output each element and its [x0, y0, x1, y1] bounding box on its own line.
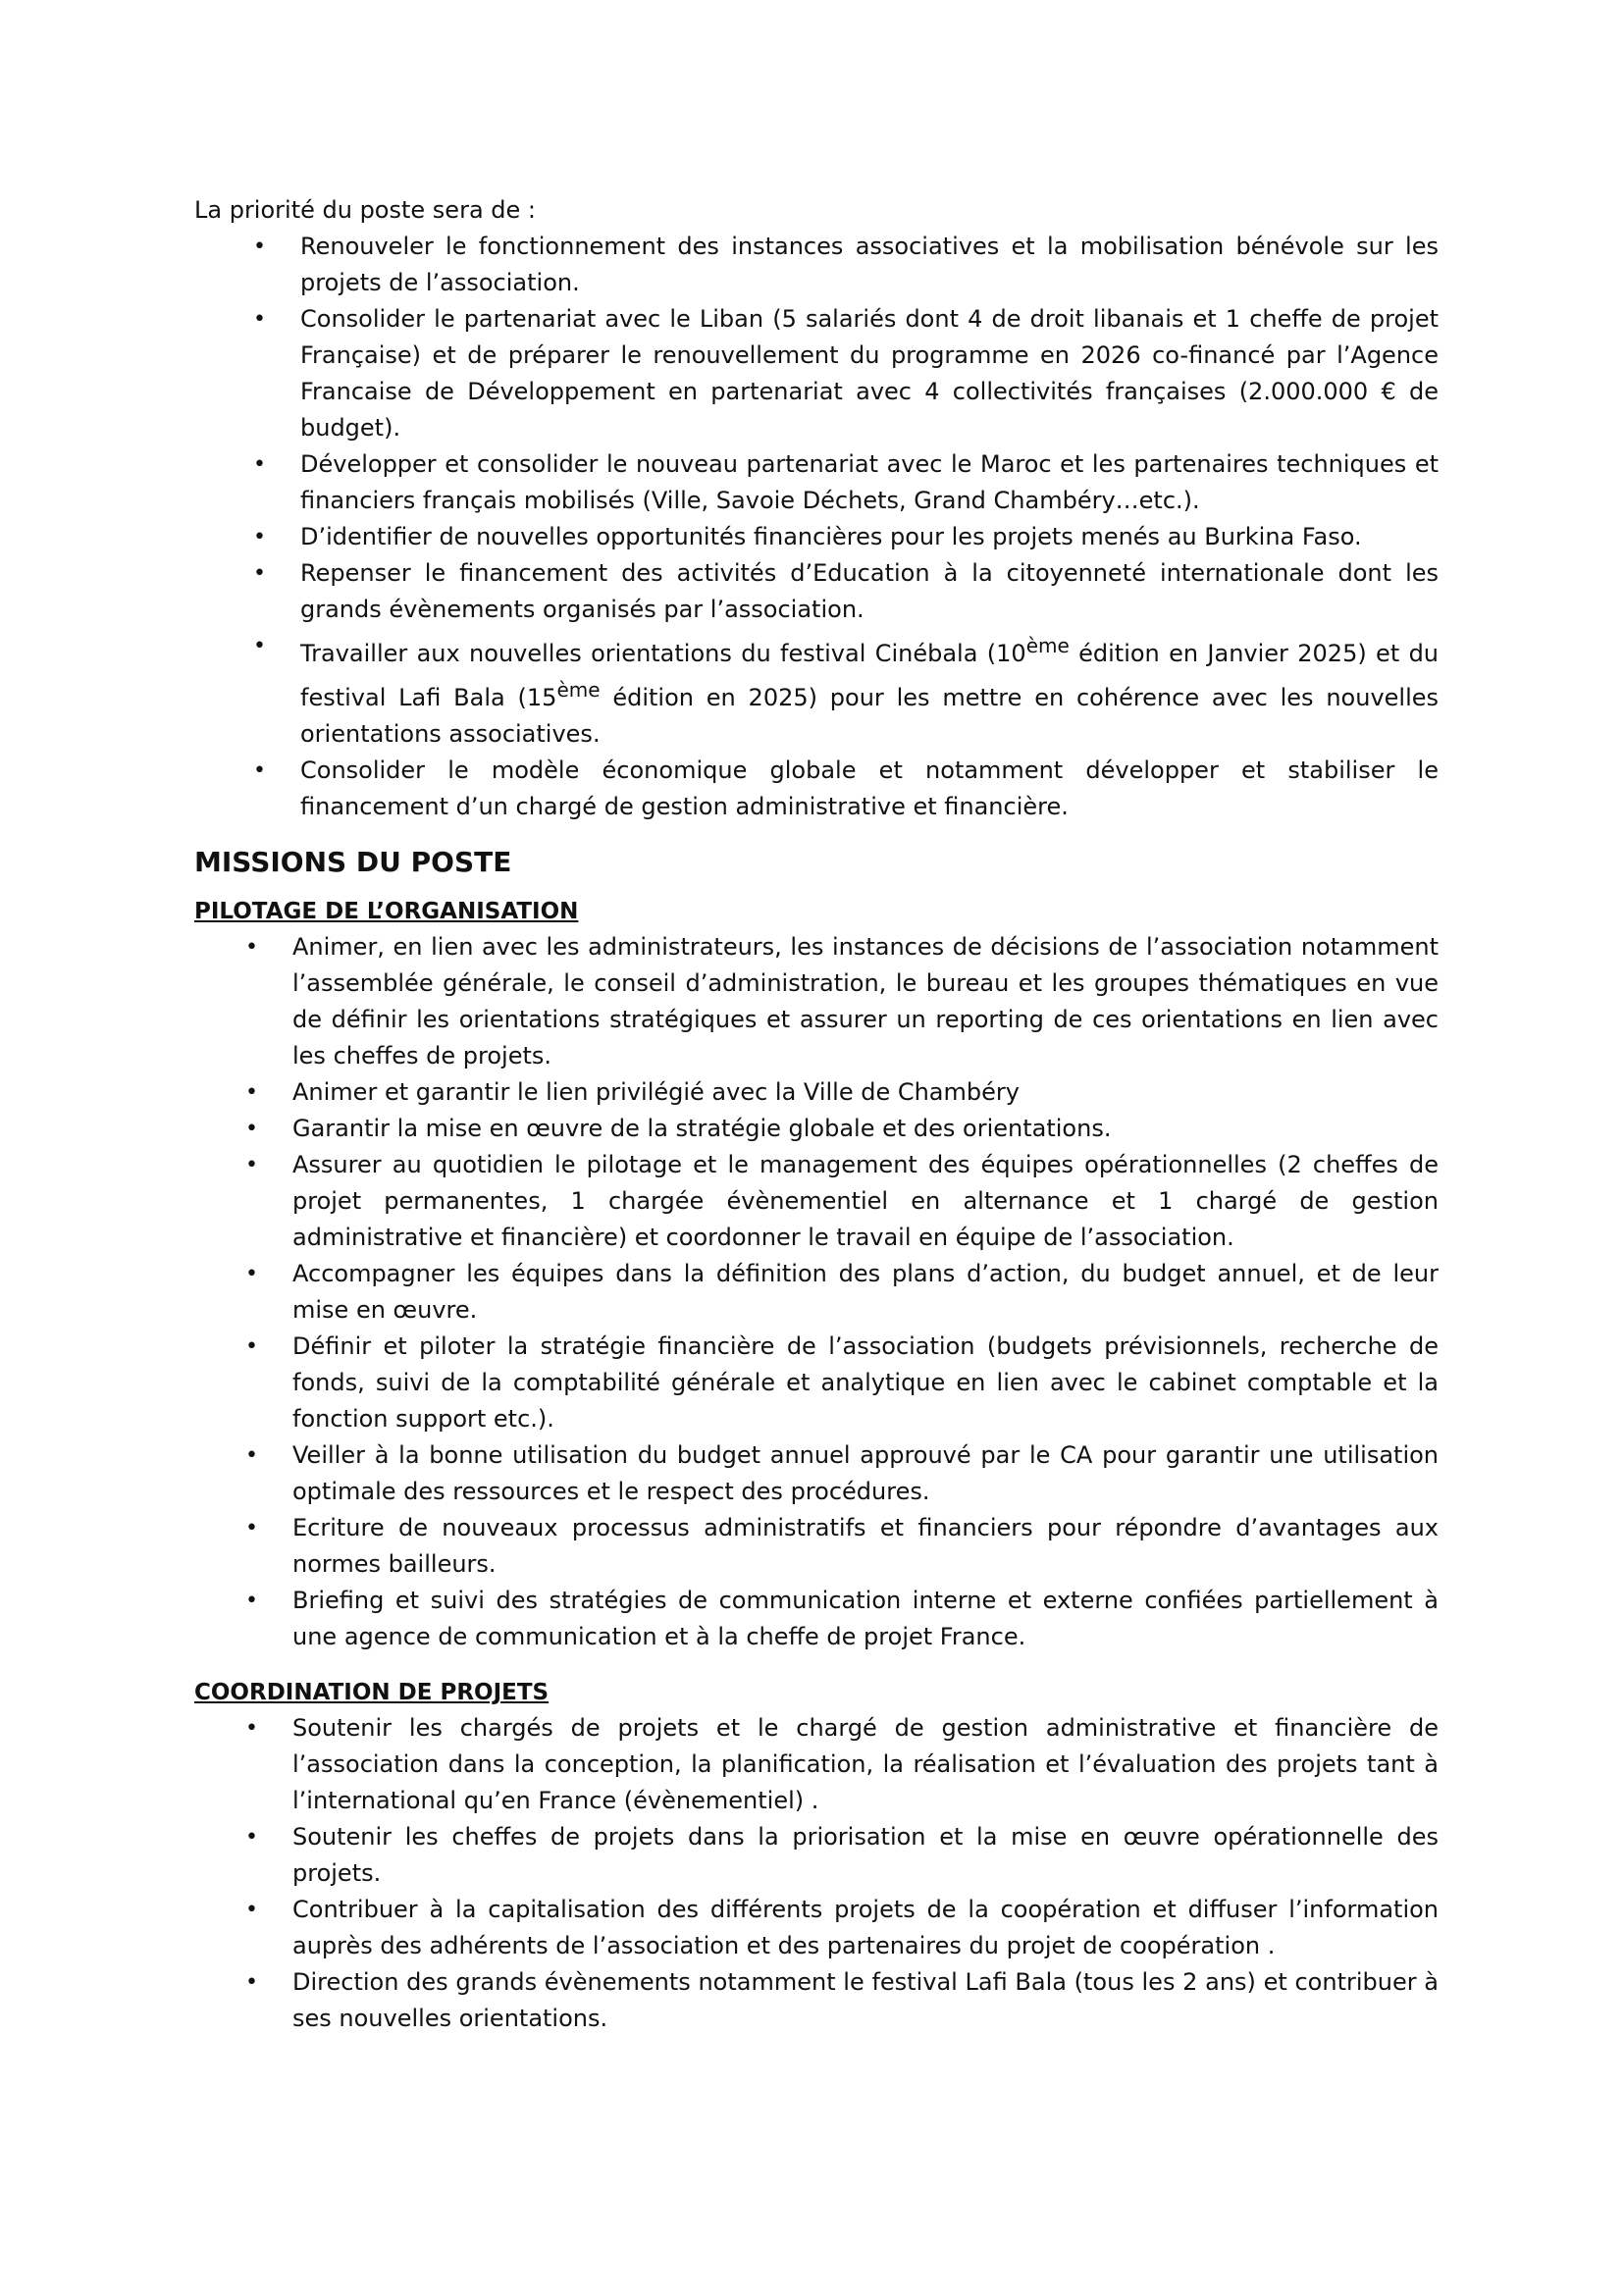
superscript-eme-2: ème	[556, 678, 601, 702]
list-item-text: Animer, en lien avec les administrateurs, les instances de décisions de l’association notamment l’assemblée générale, le conseil d’administration, le bureau et les groupes thématiques en vue de définir les orientations stratégiques et assurer un reporting de ces orientations en lien avec les cheffes de projets.	[292, 933, 1439, 1070]
document-page	[194, 192, 1439, 2037]
list-item-text: Renouveler le fonctionnement des instances associatives et la mobilisation bénévole sur les projets de l’association.	[300, 233, 1439, 296]
bullet-icon: •	[253, 307, 266, 332]
list-item-text: Soutenir les chargés de projets et le chargé de gestion administrative et financière de l’association dans la conception, la planification, la réalisation et l’évaluation des projets tant à l’international qu’en France (évènementiel) .	[292, 1714, 1439, 1814]
list-item-text: Contribuer à la capitalisation des différents projets de la coopération et diffuser l’information auprès des adhérents de l’association et des partenaires du projet de coopération .	[292, 1896, 1439, 1959]
bullet-icon: •	[253, 235, 266, 259]
list-item	[194, 1111, 1439, 1147]
festival-text-2: édition en Janvier 2025) et du festival Lafi Bala (15	[300, 640, 1440, 711]
list-item	[194, 1329, 1439, 1437]
bullet-icon: •	[253, 452, 266, 477]
bullet-icon: •	[245, 1334, 258, 1359]
list-item	[194, 1892, 1439, 1964]
list-item-text: Soutenir les cheffes de projets dans la priorisation et la mise en œuvre opérationnelle des projets.	[292, 1823, 1439, 1887]
list-item	[194, 1510, 1439, 1583]
list-item-text: Briefing et suivi des stratégies de communication interne et externe confiées partiellement à une agence de communication et à la cheffe de projet France.	[292, 1587, 1439, 1650]
list-item-festival	[194, 628, 1439, 753]
bullet-icon: •	[245, 1443, 258, 1468]
list-item-text: Assurer au quotidien le pilotage et le management des équipes opérationnelles (2 cheffes de projet permanentes, 1 chargée évènementiel en alternance et 1 chargé de gestion administrative et financière) et coordonner le travail en équipe de l’association.	[292, 1151, 1439, 1251]
list-item	[194, 229, 1439, 301]
bullet-icon: •	[245, 935, 258, 960]
bullet-icon: •	[253, 634, 266, 658]
list-item	[194, 555, 1439, 628]
list-item-text: Animer et garantir le lien privilégié avec la Ville de Chambéry	[292, 1078, 1020, 1106]
list-item	[194, 1710, 1439, 1819]
bullet-icon: •	[245, 1898, 258, 1922]
list-item	[194, 1256, 1439, 1329]
festival-text-3: édition en 2025) pour les mettre en cohérence avec les nouvelles orientations associatives.	[300, 684, 1440, 748]
list-item-text: Accompagner les équipes dans la définition des plans d’action, du budget annuel, et de leur mise en œuvre.	[292, 1260, 1439, 1324]
bullet-icon: •	[253, 525, 266, 549]
list-item-text: Garantir la mise en œuvre de la stratégie globale et des orientations.	[292, 1115, 1112, 1142]
bullet-icon: •	[253, 758, 266, 783]
list-item-text: D’identifier de nouvelles opportunités financières pour les projets menés au Burkina Faso.	[300, 523, 1362, 550]
list-item	[194, 301, 1439, 446]
bullet-icon: •	[245, 1117, 258, 1141]
missions-heading: MISSIONS DU POSTE	[194, 846, 512, 878]
bullet-icon: •	[245, 1970, 258, 1995]
list-item	[194, 1074, 1439, 1111]
list-item	[194, 1147, 1439, 1256]
list-item	[194, 1583, 1439, 1655]
list-item-text: Consolider le modèle économique globale et notamment développer et stabiliser le financement d’un chargé de gestion administrative et financière.	[300, 757, 1439, 820]
superscript-eme-1: ème	[1025, 634, 1070, 657]
coordination-heading: COORDINATION DE PROJETS	[194, 1680, 550, 1705]
list-item	[194, 929, 1439, 1074]
list-item-text: Direction des grands évènements notamment le festival Lafi Bala (tous les 2 ans) et contribuer à ses nouvelles orientations.	[292, 1968, 1439, 2032]
priorities-list	[194, 229, 1439, 825]
intro-text: La priorité du poste sera de :	[194, 196, 536, 224]
bullet-icon: •	[253, 561, 266, 586]
bullet-icon: •	[245, 1516, 258, 1540]
festival-text-1: Travailler aux nouvelles orientations du festival Cinébala (10	[300, 640, 1026, 667]
bullet-icon: •	[245, 1589, 258, 1613]
coordination-list	[194, 1710, 1439, 2037]
list-item	[194, 519, 1439, 555]
bullet-icon: •	[245, 1262, 258, 1286]
list-item	[194, 753, 1439, 825]
bullet-icon: •	[245, 1716, 258, 1741]
bullet-icon: •	[245, 1825, 258, 1850]
list-item	[194, 1819, 1439, 1892]
list-item-text: Veiller à la bonne utilisation du budget annuel approuvé par le CA pour garantir une utilisation optimale des ressources et le respect des procédures.	[292, 1441, 1439, 1505]
bullet-icon: •	[245, 1080, 258, 1105]
list-item-text: Consolider le partenariat avec le Liban (5 salariés dont 4 de droit libanais et 1 cheffe de projet Française) et de préparer le renouvellement du programme en 2026 co-financé par l’Agence Francaise de Développement en partenariat avec 4 collectivités françaises (2.000.000 € de budget).	[300, 305, 1439, 442]
bullet-icon: •	[245, 1153, 258, 1177]
list-item	[194, 1437, 1439, 1510]
list-item-text: Définir et piloter la stratégie financière de l’association (budgets prévisionnels, recherche de fonds, suivi de la comptabilité générale et analytique en lien avec le cabinet comptable et la fonction support etc.).	[292, 1332, 1439, 1433]
list-item	[194, 1964, 1439, 2037]
pilotage-heading: PILOTAGE DE L’ORGANISATION	[194, 899, 579, 924]
list-item-text: Développer et consolider le nouveau partenariat avec le Maroc et les partenaires techniques et financiers français mobilisés (Ville, Savoie Déchets, Grand Chambéry…etc.).	[300, 450, 1439, 514]
list-item-text: Repenser le financement des activités d’Education à la citoyenneté internationale dont les grands évènements organisés par l’association.	[300, 559, 1439, 623]
list-item-text: Ecriture de nouveaux processus administratifs et financiers pour répondre d’avantages aux normes bailleurs.	[292, 1514, 1439, 1578]
list-item	[194, 446, 1439, 519]
pilotage-list	[194, 929, 1439, 1655]
